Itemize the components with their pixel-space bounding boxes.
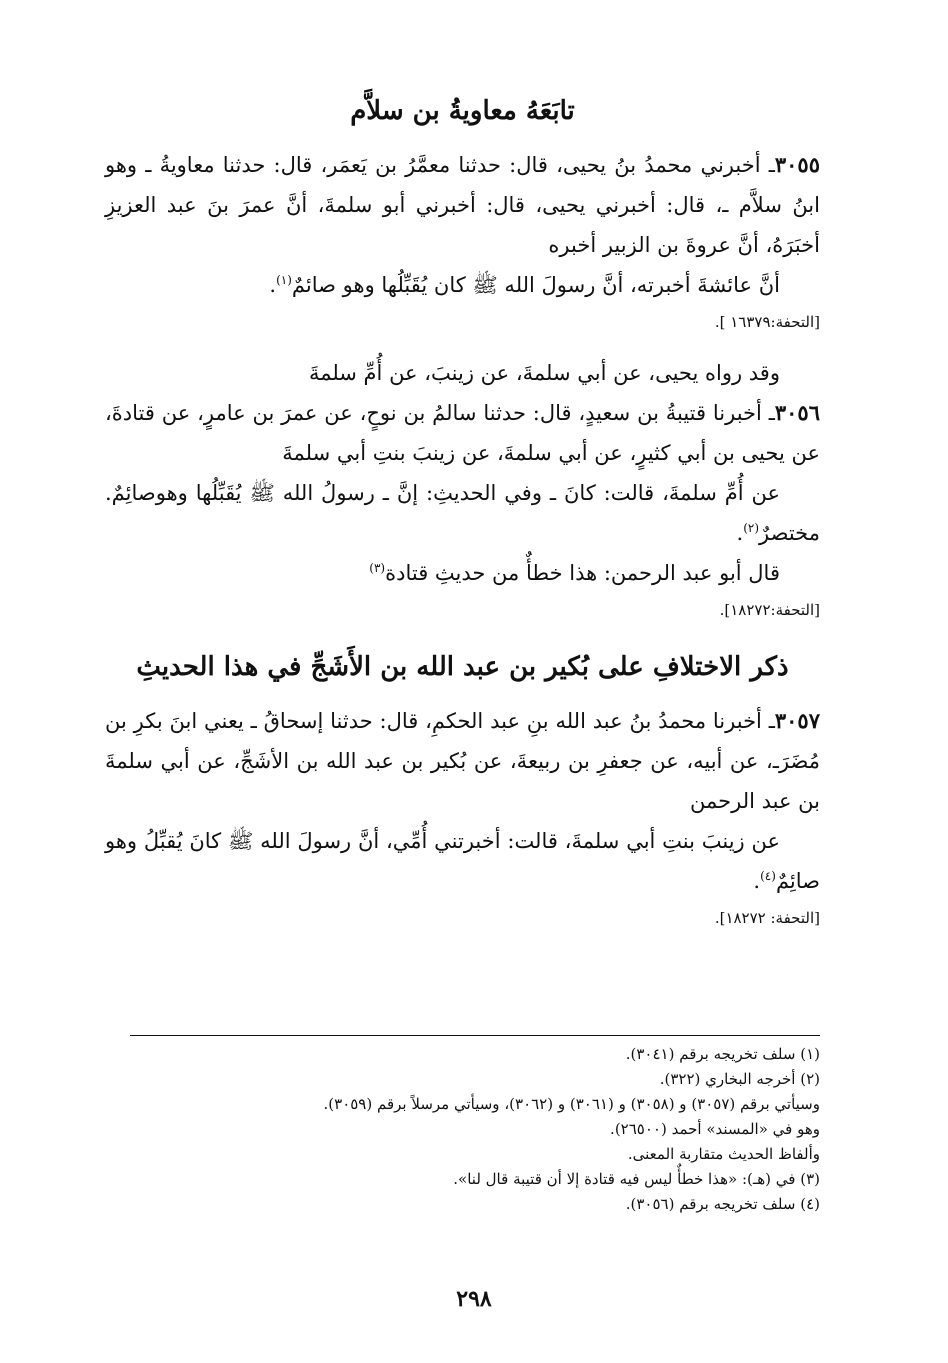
hadith-number-3057: ٣٠٥٧ bbox=[774, 708, 820, 733]
hadith-number-3056: ٣٠٥٦ bbox=[774, 400, 820, 425]
hadith-3057-matn-text: عن زينبَ بنتِ أبي سلمةَ، قالت: أخبرتني أُمِّي، أنَّ رسولَ الله ﷺ كانَ يُقبِّلُ وهو صائِمٌ bbox=[105, 829, 820, 893]
tuhfa-ref-3057: [التحفة: ١٨٢٧٢]. bbox=[714, 909, 820, 927]
hadith-3055-isnad bbox=[105, 145, 820, 265]
page-number: ٢٩٨ bbox=[456, 1286, 492, 1312]
footnote-mark-2: (٢) bbox=[743, 521, 760, 535]
hadith-3057-isnad bbox=[105, 701, 820, 821]
footnote-line: وهو في «المسند» أحمد (٢٦٥٠٠). bbox=[610, 1120, 820, 1138]
hadith-3056-matn bbox=[105, 473, 820, 553]
hadith-3057-end: . bbox=[753, 869, 761, 893]
footnote-line: (٣) في (هـ): «هذا خطأٌ ليس فيه قتادة إلا أن قتيبة قال لنا». bbox=[453, 1170, 820, 1188]
hadith-3056-matn-text: عن أُمِّ سلمةَ، قالت: كانَ ـ وفي الحديثِ: إنَّ ـ رسولُ الله ﷺ يُقَبِّلُها وهوصائِمٌ. مختصرٌ bbox=[105, 481, 820, 545]
hadith-3057-chain: ـ أخبرنا محمدُ بنُ عبد الله بنِ عبد الحكمِ، قال: حدثنا إسحاقُ ـ يعني ابنَ بكرِ بن مُضَرَـ، عن أبيه، عن جعفرِ بن ربيعةَ، عن بُكير بن عبد الله بن الأشَجِّ، عن أبي سلمةَ بن عبد الرحمن bbox=[105, 709, 820, 813]
hadith-3056-end: . bbox=[736, 521, 744, 545]
footnote-mark-1: (١) bbox=[276, 273, 292, 287]
footnote-line: (١) سلف تخريجه برقم (٣٠٤١). bbox=[625, 1045, 820, 1063]
intro-3056: وقد رواه يحيى، عن أبي سلمةَ، عن زينبَ، عن أُمِّ سلمةَ bbox=[308, 361, 780, 385]
page-body bbox=[105, 85, 820, 949]
footnote-line: وسيأتي برقم (٣٠٥٧) و (٣٠٥٨) و (٣٠٦١) و (٣٠٦٢)، وسيأتي مرسلاً برقم (٣٠٥٩). bbox=[323, 1095, 820, 1113]
hadith-3056-chain: ـ أخبرنا قتيبةُ بن سعيدٍ، قال: حدثنا سالمُ بن نوحٍ، عن عمرَ بن عامرٍ، عن قتادةَ، عن يحيى بن أبي كثيرٍ، عن أبي سلمةَ، عن زينبَ بنتِ أبي سلمةَ bbox=[105, 401, 820, 465]
footnote-line: وألفاظ الحديث متقاربة المعنى. bbox=[627, 1145, 820, 1163]
footnote-mark-3: (٣) bbox=[369, 561, 386, 575]
tuhfa-ref-3055: [التحفة:١٦٣٧٩ ]. bbox=[714, 313, 820, 331]
hadith-3055-end: . bbox=[269, 273, 277, 297]
hadith-3055-matn bbox=[105, 265, 820, 305]
hadith-3055-chain: ـ أخبرني محمدُ بنُ يحيى، قال: حدثنا معمَّرُ بن يَعمَر، قال: حدثنا معاويةُ ـ وهو ابنُ سلاَّم ـ، قال: أخبرني يحيى، قال: أخبرني أبو سلمةَ، أنَّ عمرَ بنَ عبد العزيزِ أخبَرَهُ، أنَّ عروةَ بن الزبير أخبره bbox=[105, 153, 820, 257]
section-heading-2: ذكر الاختلافِ على بُكير بن عبد الله بن الأَشَجِّ في هذا الحديثِ bbox=[136, 652, 789, 682]
tuhfa-ref-3056: [التحفة:١٨٢٧٢]. bbox=[719, 601, 820, 619]
hadith-3056-isnad bbox=[105, 393, 820, 473]
footnote-line: (٤) سلف تخريجه برقم (٣٠٥٦). bbox=[625, 1195, 820, 1213]
hadith-3055-matn-text: أنَّ عائشةَ أخبرته، أنَّ رسولَ الله ﷺ كان يُقَبِّلُها وهو صائمٌ bbox=[291, 273, 780, 297]
footnote-mark-4: (٤) bbox=[760, 869, 776, 883]
hadith-3057-matn bbox=[105, 821, 820, 901]
footnote-line: (٢) أخرجه البخاري (٣٢٢). bbox=[659, 1070, 820, 1088]
footnotes bbox=[130, 1035, 820, 1217]
section-heading-1: تابَعَهُ معاويةُ بن سلاَّم bbox=[350, 96, 575, 126]
hadith-3056-note-text: قال أبو عبد الرحمن: هذا خطأٌ من حديثِ قتادة bbox=[385, 561, 780, 585]
hadith-number-3055: ٣٠٥٥ bbox=[774, 152, 820, 177]
hadith-3056-note bbox=[105, 553, 820, 593]
